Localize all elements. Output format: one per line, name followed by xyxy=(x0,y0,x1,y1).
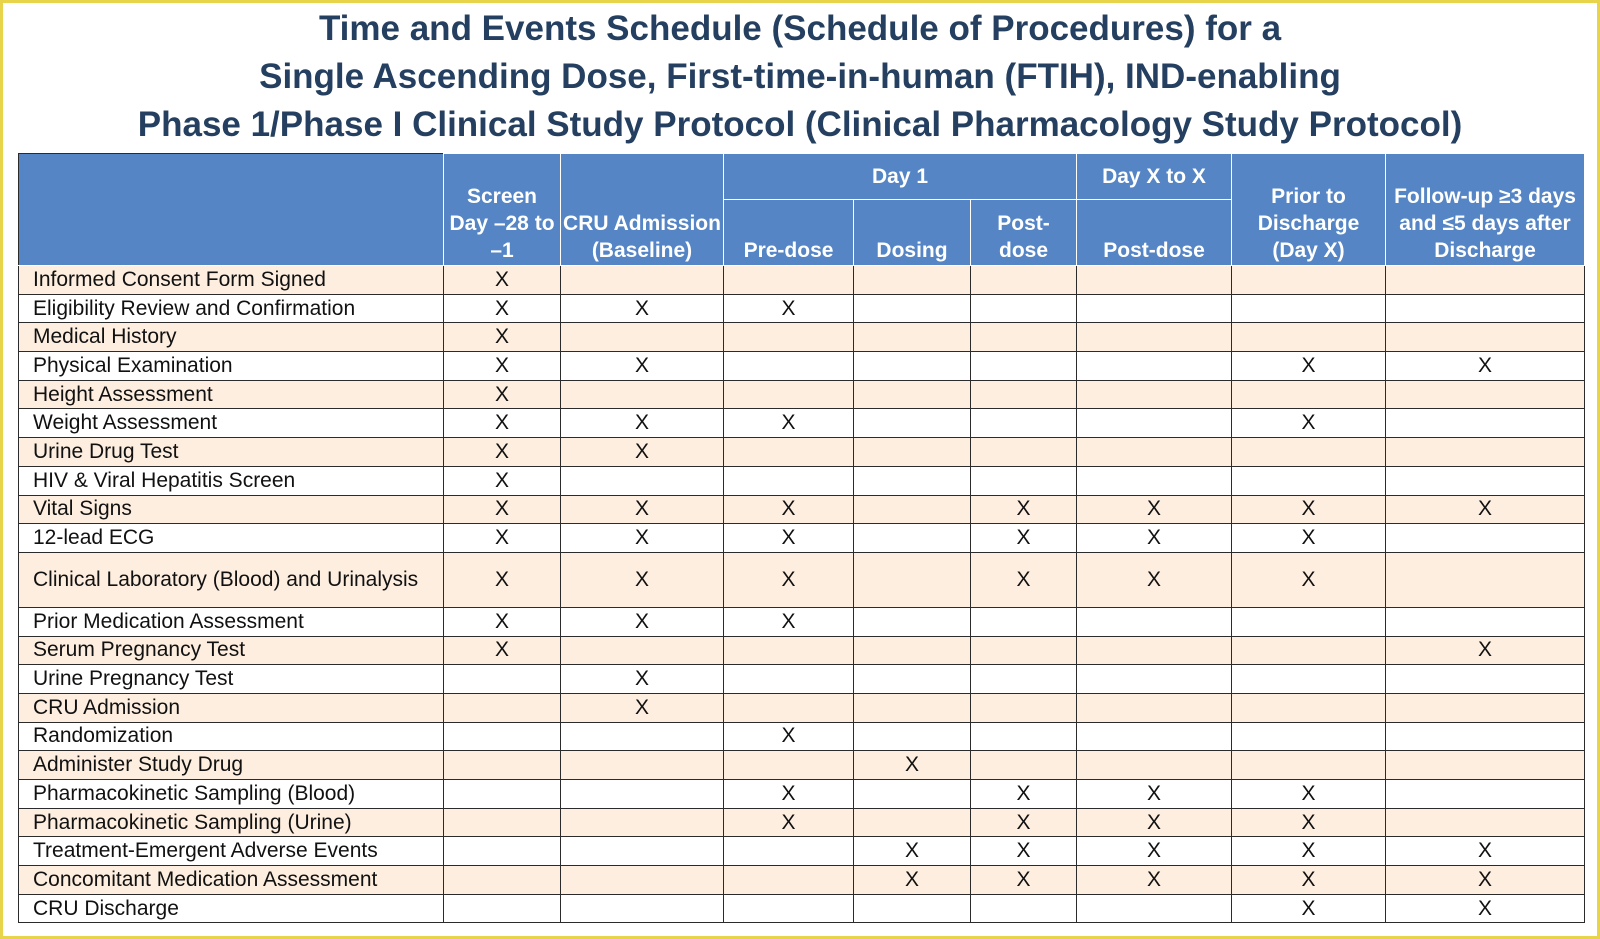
schedule-cell: X xyxy=(1232,409,1386,438)
schedule-cell xyxy=(561,866,724,895)
schedule-cell xyxy=(971,409,1077,438)
schedule-cell: X xyxy=(971,866,1077,895)
schedule-cell: X xyxy=(444,438,561,467)
schedule-cell xyxy=(1077,722,1232,751)
schedule-cell: X xyxy=(1232,894,1386,923)
procedure-label: Urine Drug Test xyxy=(19,438,444,467)
schedule-cell xyxy=(854,693,971,722)
table-row xyxy=(19,438,1585,467)
schedule-cell xyxy=(1077,438,1232,467)
table-row xyxy=(19,751,1585,780)
schedule-cell: X xyxy=(1077,524,1232,553)
schedule-cell: X xyxy=(1077,808,1232,837)
schedule-cell: X xyxy=(971,524,1077,553)
schedule-cell xyxy=(1232,693,1386,722)
schedule-cell: X xyxy=(724,294,854,323)
procedure-label: Urine Pregnancy Test xyxy=(19,665,444,694)
schedule-cell: X xyxy=(1077,780,1232,809)
schedule-cell xyxy=(1386,380,1585,409)
schedule-cell xyxy=(854,352,971,381)
schedule-cell xyxy=(1386,780,1585,809)
schedule-cell: X xyxy=(854,751,971,780)
schedule-cell xyxy=(1386,665,1585,694)
schedule-cell: X xyxy=(724,524,854,553)
schedule-cell xyxy=(444,894,561,923)
schedule-cell xyxy=(561,780,724,809)
header-prior-discharge: Prior to Discharge (Day X) xyxy=(1232,154,1386,266)
schedule-cell: X xyxy=(444,294,561,323)
schedule-cell: X xyxy=(971,808,1077,837)
schedule-cell: X xyxy=(1077,552,1232,607)
schedule-cell xyxy=(724,665,854,694)
table-row xyxy=(19,409,1585,438)
schedule-cell: X xyxy=(1077,837,1232,866)
schedule-body xyxy=(19,266,1585,923)
schedule-cell xyxy=(971,636,1077,665)
schedule-cell xyxy=(1232,294,1386,323)
schedule-cell: X xyxy=(1077,495,1232,524)
procedure-label: Medical History xyxy=(19,323,444,352)
table-row xyxy=(19,636,1585,665)
schedule-cell xyxy=(1077,665,1232,694)
schedule-cell xyxy=(561,808,724,837)
schedule-cell: X xyxy=(561,352,724,381)
table-row xyxy=(19,607,1585,636)
schedule-cell xyxy=(444,780,561,809)
schedule-cell xyxy=(444,837,561,866)
schedule-cell xyxy=(1077,607,1232,636)
schedule-cell: X xyxy=(444,495,561,524)
schedule-cell xyxy=(724,837,854,866)
schedule-cell xyxy=(561,722,724,751)
header-cru-admission: CRU Admission (Baseline) xyxy=(561,154,724,266)
schedule-cell xyxy=(561,751,724,780)
schedule-cell: X xyxy=(1386,495,1585,524)
schedule-cell xyxy=(724,323,854,352)
procedure-label: Prior Medication Assessment xyxy=(19,607,444,636)
header-procedure-corner xyxy=(19,154,444,266)
schedule-cell xyxy=(1077,894,1232,923)
schedule-cell xyxy=(1077,466,1232,495)
schedule-cell xyxy=(1077,409,1232,438)
title-line-3: Phase 1/Phase I Clinical Study Protocol (Clinical Pharmacology Study Protocol) xyxy=(137,105,1463,144)
schedule-cell xyxy=(854,495,971,524)
schedule-cell xyxy=(1232,607,1386,636)
title-line-2: Single Ascending Dose, First-time-in-human (FTIH), IND-enabling xyxy=(259,57,1341,96)
schedule-cell: X xyxy=(854,866,971,895)
schedule-cell xyxy=(1386,552,1585,607)
schedule-cell xyxy=(854,294,971,323)
schedule-cell xyxy=(1077,751,1232,780)
schedule-cell: X xyxy=(1232,552,1386,607)
schedule-cell: X xyxy=(561,294,724,323)
schedule-cell xyxy=(971,438,1077,467)
schedule-cell: X xyxy=(724,780,854,809)
table-row xyxy=(19,894,1585,923)
schedule-cell xyxy=(1232,380,1386,409)
schedule-cell xyxy=(1077,294,1232,323)
schedule-cell xyxy=(854,665,971,694)
schedule-cell: X xyxy=(444,552,561,607)
schedule-cell: X xyxy=(444,352,561,381)
schedule-cell: X xyxy=(1386,866,1585,895)
schedule-cell xyxy=(561,837,724,866)
table-row xyxy=(19,665,1585,694)
table-row xyxy=(19,466,1585,495)
schedule-cell xyxy=(724,894,854,923)
schedule-cell: X xyxy=(444,380,561,409)
schedule-cell xyxy=(971,323,1077,352)
schedule-cell xyxy=(854,380,971,409)
schedule-cell xyxy=(1386,722,1585,751)
schedule-cell: X xyxy=(1232,837,1386,866)
schedule-cell xyxy=(1386,808,1585,837)
schedule-cell: X xyxy=(444,607,561,636)
schedule-cell xyxy=(561,266,724,295)
schedule-cell: X xyxy=(444,524,561,553)
schedule-cell xyxy=(854,466,971,495)
schedule-cell xyxy=(971,266,1077,295)
schedule-cell: X xyxy=(724,409,854,438)
schedule-cell xyxy=(561,894,724,923)
schedule-cell xyxy=(854,808,971,837)
table-row xyxy=(19,294,1585,323)
table-row xyxy=(19,495,1585,524)
table-row xyxy=(19,780,1585,809)
schedule-cell xyxy=(724,866,854,895)
table-row xyxy=(19,380,1585,409)
schedule-cell xyxy=(724,266,854,295)
schedule-cell: X xyxy=(1232,866,1386,895)
schedule-cell xyxy=(561,323,724,352)
schedule-cell xyxy=(444,808,561,837)
schedule-cell xyxy=(724,693,854,722)
schedule-cell xyxy=(854,894,971,923)
procedure-label: Treatment-Emergent Adverse Events xyxy=(19,837,444,866)
procedure-label: 12-lead ECG xyxy=(19,524,444,553)
schedule-header xyxy=(19,154,1585,266)
header-screen: Screen Day –28 to –1 xyxy=(444,154,561,266)
schedule-cell: X xyxy=(561,552,724,607)
procedure-label: Height Assessment xyxy=(19,380,444,409)
procedure-label: Administer Study Drug xyxy=(19,751,444,780)
schedule-cell xyxy=(1077,266,1232,295)
schedule-cell xyxy=(854,780,971,809)
schedule-cell xyxy=(854,524,971,553)
schedule-cell xyxy=(854,636,971,665)
schedule-cell: X xyxy=(561,524,724,553)
procedure-label: CRU Discharge xyxy=(19,894,444,923)
schedule-cell xyxy=(1077,352,1232,381)
schedule-cell: X xyxy=(561,607,724,636)
procedure-label: Serum Pregnancy Test xyxy=(19,636,444,665)
schedule-cell xyxy=(1077,380,1232,409)
header-dayx: Day X to X xyxy=(1077,154,1232,200)
header-day1: Day 1 xyxy=(724,154,1077,200)
schedule-cell: X xyxy=(444,636,561,665)
schedule-cell xyxy=(854,552,971,607)
schedule-cell xyxy=(1077,323,1232,352)
document-title xyxy=(3,3,1597,149)
schedule-cell xyxy=(444,722,561,751)
schedule-cell xyxy=(1232,636,1386,665)
schedule-cell xyxy=(971,665,1077,694)
schedule-cell: X xyxy=(1386,352,1585,381)
table-row xyxy=(19,323,1585,352)
header-dayx-postdose: Post-dose xyxy=(1077,200,1232,266)
schedule-cell xyxy=(1232,266,1386,295)
schedule-cell xyxy=(724,751,854,780)
schedule-cell xyxy=(971,352,1077,381)
procedure-label: Pharmacokinetic Sampling (Blood) xyxy=(19,780,444,809)
table-row xyxy=(19,722,1585,751)
schedule-cell: X xyxy=(1232,524,1386,553)
schedule-cell xyxy=(1077,636,1232,665)
schedule-cell xyxy=(854,266,971,295)
procedure-label: Vital Signs xyxy=(19,495,444,524)
header-followup: Follow-up ≥3 days and ≤5 days after Discharge xyxy=(1386,154,1585,266)
schedule-cell: X xyxy=(724,808,854,837)
schedule-cell: X xyxy=(854,837,971,866)
schedule-cell: X xyxy=(444,323,561,352)
schedule-cell xyxy=(1232,665,1386,694)
procedure-label: HIV & Viral Hepatitis Screen xyxy=(19,466,444,495)
schedule-cell: X xyxy=(971,780,1077,809)
schedule-cell xyxy=(561,380,724,409)
schedule-cell xyxy=(854,607,971,636)
schedule-cell xyxy=(971,380,1077,409)
schedule-cell xyxy=(854,409,971,438)
schedule-cell: X xyxy=(561,495,724,524)
schedule-cell: X xyxy=(724,607,854,636)
procedure-label: Concomitant Medication Assessment xyxy=(19,866,444,895)
schedule-cell: X xyxy=(971,837,1077,866)
schedule-cell xyxy=(971,607,1077,636)
schedule-cell xyxy=(724,438,854,467)
procedure-label: Informed Consent Form Signed xyxy=(19,266,444,295)
schedule-cell xyxy=(1386,294,1585,323)
header-day1-dosing: Dosing xyxy=(854,200,971,266)
schedule-cell: X xyxy=(561,665,724,694)
schedule-cell xyxy=(724,466,854,495)
schedule-cell: X xyxy=(444,466,561,495)
procedure-label: Pharmacokinetic Sampling (Urine) xyxy=(19,808,444,837)
schedule-cell xyxy=(561,636,724,665)
header-day1-postdose: Post-dose xyxy=(971,200,1077,266)
schedule-cell: X xyxy=(561,438,724,467)
header-day1-predose: Pre-dose xyxy=(724,200,854,266)
schedule-cell: X xyxy=(971,495,1077,524)
schedule-cell xyxy=(1386,266,1585,295)
schedule-cell xyxy=(1232,466,1386,495)
schedule-cell xyxy=(854,722,971,751)
schedule-cell: X xyxy=(1077,866,1232,895)
schedule-cell: X xyxy=(444,409,561,438)
schedule-cell xyxy=(1386,524,1585,553)
schedule-cell xyxy=(1386,409,1585,438)
schedule-cell: X xyxy=(1232,495,1386,524)
schedule-cell xyxy=(444,665,561,694)
schedule-cell xyxy=(1386,693,1585,722)
schedule-cell: X xyxy=(724,722,854,751)
table-row xyxy=(19,866,1585,895)
schedule-cell xyxy=(971,466,1077,495)
schedule-cell: X xyxy=(1386,894,1585,923)
schedule-cell: X xyxy=(724,552,854,607)
schedule-cell xyxy=(1232,751,1386,780)
title-line-1: Time and Events Schedule (Schedule of Procedures) for a xyxy=(318,9,1282,48)
schedule-cell xyxy=(971,751,1077,780)
procedure-label: Weight Assessment xyxy=(19,409,444,438)
schedule-cell xyxy=(1386,323,1585,352)
schedule-cell: X xyxy=(1232,808,1386,837)
schedule-cell: X xyxy=(1386,636,1585,665)
table-row xyxy=(19,524,1585,553)
schedule-cell xyxy=(971,294,1077,323)
procedure-label: Randomization xyxy=(19,722,444,751)
schedule-cell: X xyxy=(444,266,561,295)
table-row xyxy=(19,552,1585,607)
schedule-table xyxy=(18,153,1585,923)
schedule-cell xyxy=(444,693,561,722)
schedule-cell xyxy=(1232,722,1386,751)
schedule-cell: X xyxy=(1232,780,1386,809)
schedule-cell xyxy=(1386,438,1585,467)
schedule-cell xyxy=(854,323,971,352)
schedule-cell xyxy=(724,636,854,665)
schedule-cell xyxy=(444,751,561,780)
table-row xyxy=(19,266,1585,295)
table-row xyxy=(19,352,1585,381)
procedure-label: Physical Examination xyxy=(19,352,444,381)
schedule-cell xyxy=(1232,323,1386,352)
procedure-label: Clinical Laboratory (Blood) and Urinalysis xyxy=(19,552,444,607)
schedule-cell xyxy=(724,380,854,409)
schedule-cell: X xyxy=(561,409,724,438)
schedule-cell: X xyxy=(971,552,1077,607)
schedule-cell xyxy=(854,438,971,467)
schedule-cell xyxy=(1077,693,1232,722)
schedule-cell xyxy=(971,722,1077,751)
schedule-cell xyxy=(1386,466,1585,495)
schedule-cell: X xyxy=(724,495,854,524)
procedure-label: CRU Admission xyxy=(19,693,444,722)
schedule-cell xyxy=(971,693,1077,722)
schedule-cell xyxy=(1232,438,1386,467)
procedure-label: Eligibility Review and Confirmation xyxy=(19,294,444,323)
schedule-cell xyxy=(971,894,1077,923)
schedule-cell xyxy=(444,866,561,895)
table-row xyxy=(19,693,1585,722)
schedule-cell: X xyxy=(561,693,724,722)
schedule-cell xyxy=(561,466,724,495)
schedule-cell xyxy=(1386,607,1585,636)
schedule-cell: X xyxy=(1232,352,1386,381)
schedule-cell xyxy=(724,352,854,381)
table-row xyxy=(19,808,1585,837)
table-row xyxy=(19,837,1585,866)
schedule-cell: X xyxy=(1386,837,1585,866)
schedule-cell xyxy=(1386,751,1585,780)
